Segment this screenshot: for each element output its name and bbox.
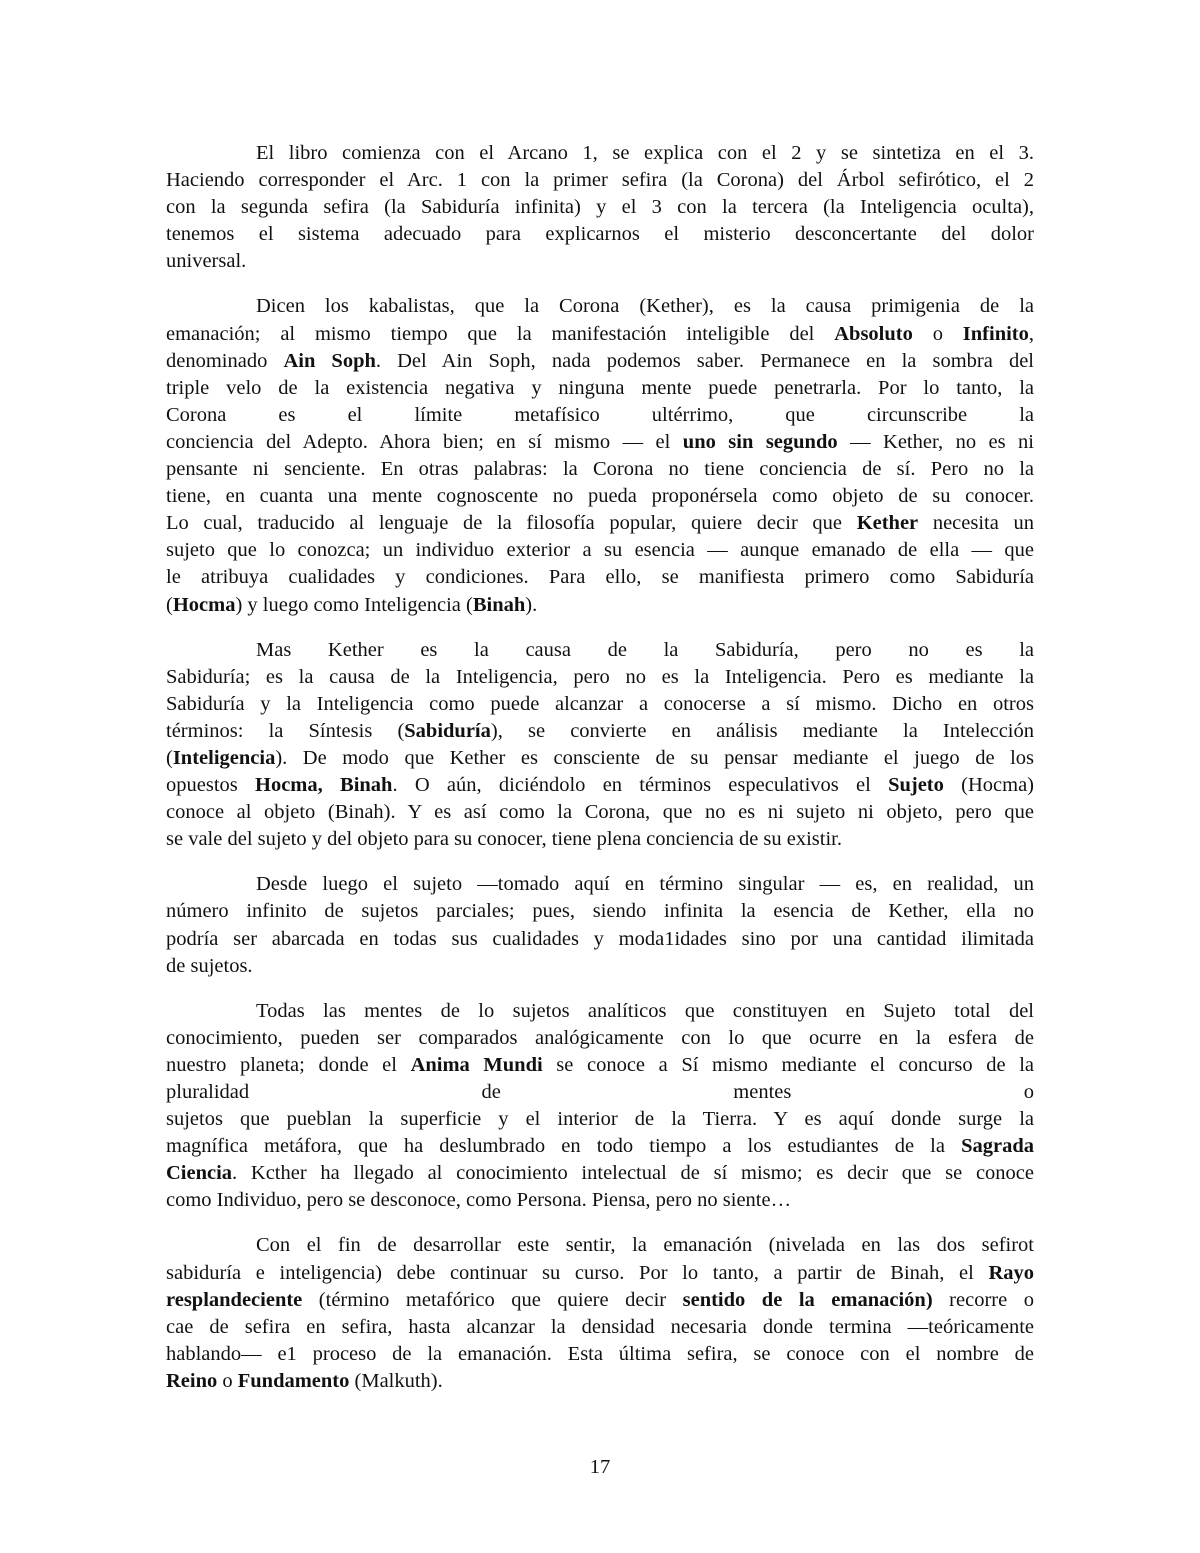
text-line xyxy=(166,510,1034,537)
text-run: se conoce a Sí mismo mediante el concurso de la xyxy=(542,1053,1034,1076)
text-line xyxy=(166,664,1034,691)
page-number: 17 xyxy=(589,1456,611,1478)
text-run: Dicen los kabalistas, que la Corona (Kether), es la causa primigenia de la xyxy=(256,295,1034,318)
text-run: (Malkuth). xyxy=(349,1369,443,1392)
bold-term: Binah xyxy=(472,593,526,616)
text-line xyxy=(166,826,1034,853)
text-line xyxy=(166,926,1034,953)
text-line xyxy=(166,1232,1034,1259)
text-run: nuestro planeta; donde el xyxy=(166,1053,411,1076)
text-run: sujeto que lo conozca; un individuo exterior a su esencia — aunque emanado de ella — que xyxy=(166,539,1034,562)
text-line xyxy=(166,483,1034,510)
text-run: como Individuo, pero se desconoce, como Persona. Piensa, pero no siente… xyxy=(166,1189,792,1212)
text-run: ). xyxy=(525,593,538,616)
bold-term: Ain Soph xyxy=(283,349,376,372)
text-line xyxy=(166,1106,1034,1133)
text-run: Corona es el límite metafísico ultérrimo, que circunscribe la xyxy=(166,403,1034,426)
text-run: número infinito de sujetos parciales; pues, siendo infinita la esencia de Kether, ella no xyxy=(166,900,1034,923)
text-line xyxy=(166,772,1034,799)
text-line xyxy=(166,348,1034,375)
paragraph xyxy=(166,998,1034,1215)
paragraph xyxy=(166,1232,1034,1395)
text-run: Sabiduría y la Inteligencia como puede alcanzar a conocerse a sí mismo. Dicho en otros xyxy=(166,692,1034,715)
paragraph xyxy=(166,293,1034,618)
paragraph xyxy=(166,871,1034,979)
text-run: de sujetos. xyxy=(166,954,253,977)
text-run: conoce al objeto (Binah). Y es así como la Corona, que no es ni sujeto ni objeto, pero que xyxy=(166,801,1034,824)
text-run: Mas Kether es la causa de la Sabiduría, pero no es la xyxy=(256,638,1034,661)
text-run: pensante ni senciente. En otras palabras: la Corona no tiene conciencia de sí. Pero no la xyxy=(166,458,1034,481)
text-line xyxy=(166,1160,1034,1187)
bold-term: Sagrada xyxy=(961,1135,1034,1158)
text-line xyxy=(166,998,1034,1025)
text-run: conocimiento, pueden ser comparados analógicamente con lo que ocurre en la esfera de xyxy=(166,1026,1034,1049)
bold-term: Anima Mundi xyxy=(410,1053,543,1076)
text-run: tenemos el sistema adecuado para explicarnos el misterio desconcertante del dolor xyxy=(166,223,1034,246)
paragraph xyxy=(166,637,1034,854)
bold-term: Hocma xyxy=(172,593,236,616)
text-line xyxy=(166,402,1034,429)
text-line xyxy=(166,1314,1034,1341)
bold-term: resplandeciente xyxy=(166,1288,303,1311)
text-run: pluralidad de mentes o xyxy=(166,1081,1034,1103)
text-run: , xyxy=(1028,322,1034,345)
text-line xyxy=(166,1079,1034,1106)
text-line xyxy=(166,167,1034,194)
text-line xyxy=(166,1187,1034,1214)
text-run: magnífica metáfora, que ha deslumbrado en todo tiempo a los estudiantes de la xyxy=(166,1135,962,1158)
text-run: se vale del sujeto y del objeto para su conocer, tiene plena conciencia de su existir. xyxy=(166,828,842,851)
text-run: universal. xyxy=(166,250,247,273)
text-line xyxy=(166,1341,1034,1368)
text-run: denominado xyxy=(166,349,284,372)
text-line xyxy=(166,293,1034,320)
text-line xyxy=(166,1287,1034,1314)
text-line xyxy=(166,194,1034,221)
text-run: Todas las mentes de lo sujetos analíticos que constituyen en Sujeto total del xyxy=(256,999,1034,1022)
paragraph xyxy=(166,140,1034,275)
text-line xyxy=(166,537,1034,564)
text-line xyxy=(166,1052,1034,1079)
text-run: le atribuya cualidades y condiciones. Para ello, se manifiesta primero como Sabiduría xyxy=(166,566,1034,589)
text-run: sujetos que pueblan la superficie y el interior de la Tierra. Y es aquí donde surge la xyxy=(166,1108,1034,1131)
text-run: ) y luego como Inteligencia ( xyxy=(235,593,473,616)
text-line xyxy=(166,248,1034,275)
text-line xyxy=(166,1260,1034,1287)
text-line xyxy=(166,456,1034,483)
text-run: Sabiduría; es la causa de la Inteligencia, pero no es la Inteligencia. Pero es mediante la xyxy=(166,665,1034,688)
bold-term: Infinito xyxy=(962,322,1029,345)
bold-term: Kether xyxy=(856,512,919,535)
text-run: — Kether, no es ni xyxy=(837,430,1034,453)
text-line xyxy=(166,1133,1034,1160)
text-run: con la segunda sefira (la Sabiduría infinita) y el 3 con la tercera (la Inteligencia oculta), xyxy=(166,196,1034,219)
text-line xyxy=(166,718,1034,745)
text-run: . O aún, diciéndolo en términos especulativos el xyxy=(392,774,889,797)
text-run: Con el fin de desarrollar este sentir, la emanación (nivelada en las dos sefirot xyxy=(256,1234,1034,1257)
bold-term: uno sin segundo xyxy=(682,430,838,453)
text-line xyxy=(166,429,1034,456)
text-run: ). De modo que Kether es consciente de su pensar mediante el juego de los xyxy=(275,746,1034,769)
text-run: hablando— e1 proceso de la emanación. Esta última sefira, se conoce con el nombre de xyxy=(166,1342,1034,1365)
text-line xyxy=(166,745,1034,772)
text-run: necesita un xyxy=(918,512,1034,535)
text-line xyxy=(166,592,1034,619)
text-line xyxy=(166,221,1034,248)
text-run: emanación; al mismo tiempo que la manifestación inteligible del xyxy=(166,322,835,345)
bold-term: Sabiduría xyxy=(404,719,491,742)
bold-term: Fundamento xyxy=(237,1369,350,1392)
text-line xyxy=(166,799,1034,826)
text-run: o xyxy=(912,322,963,345)
text-run: El libro comienza con el Arcano 1, se explica con el 2 y se sintetiza en el 3. xyxy=(256,142,1034,164)
text-run: . Del Ain Soph, nada podemos saber. Permanece en la sombra del xyxy=(375,349,1034,372)
bold-term: Ciencia xyxy=(166,1162,233,1185)
text-line xyxy=(166,898,1034,925)
bold-term: sentido de la emanación) xyxy=(682,1288,933,1311)
text-line xyxy=(166,953,1034,980)
text-run: (término metafórico que quiere decir xyxy=(302,1288,683,1311)
text-line xyxy=(166,871,1034,898)
text-line xyxy=(166,637,1034,664)
text-line xyxy=(166,375,1034,402)
text-line xyxy=(166,1025,1034,1052)
bold-term: Inteligencia xyxy=(172,746,276,769)
text-run: (Hocma) xyxy=(943,774,1035,797)
bold-term: Hocma, Binah xyxy=(255,774,393,797)
bold-term: Absoluto xyxy=(834,322,913,345)
text-run: opuestos xyxy=(166,774,256,797)
text-run: triple velo de la existencia negativa y ninguna mente puede penetrarla. Por lo tanto, la xyxy=(166,376,1034,399)
text-run: Haciendo corresponder el Arc. 1 con la primer sefira (la Corona) del Árbol sefirótico, el 2 xyxy=(166,169,1034,192)
text-run: sabiduría e inteligencia) debe continuar su curso. Por lo tanto, a partir de Binah, el xyxy=(166,1261,989,1284)
bold-term: Rayo xyxy=(988,1261,1034,1284)
bold-term: Reino xyxy=(166,1369,218,1392)
text-line xyxy=(166,321,1034,348)
text-line xyxy=(166,1368,1034,1395)
text-line xyxy=(166,691,1034,718)
text-run: ), se convierte en análisis mediante la Intelección xyxy=(490,719,1034,742)
text-run: términos: la Síntesis ( xyxy=(166,719,405,742)
text-line xyxy=(166,140,1034,167)
text-run: ( xyxy=(166,746,173,769)
bold-term: Sujeto xyxy=(888,774,944,797)
text-run: Lo cual, traducido al lenguaje de la filosofía popular, quiere decir que xyxy=(166,512,857,535)
text-run: cae de sefira en sefira, hasta alcanzar la densidad necesaria donde termina —teóricamente xyxy=(166,1315,1034,1338)
text-run: recorre o xyxy=(932,1288,1034,1311)
text-run: tiene, en cuanta una mente cognoscente no pueda proponérsela como objeto de su conocer. xyxy=(166,485,1034,508)
text-line xyxy=(166,564,1034,591)
document-body xyxy=(166,140,1034,1413)
text-run: Desde luego el sujeto —tomado aquí en término singular — es, en realidad, un xyxy=(256,873,1034,896)
text-run: ( xyxy=(166,593,173,616)
text-run: . Kcther ha llegado al conocimiento intelectual de sí mismo; es decir que se conoce xyxy=(232,1162,1034,1185)
text-run: o xyxy=(217,1369,238,1392)
text-run: podría ser abarcada en todas sus cualidades y moda1idades sino por una cantidad ilimitada xyxy=(166,927,1034,950)
text-run: conciencia del Adepto. Ahora bien; en sí mismo — el xyxy=(166,430,683,453)
